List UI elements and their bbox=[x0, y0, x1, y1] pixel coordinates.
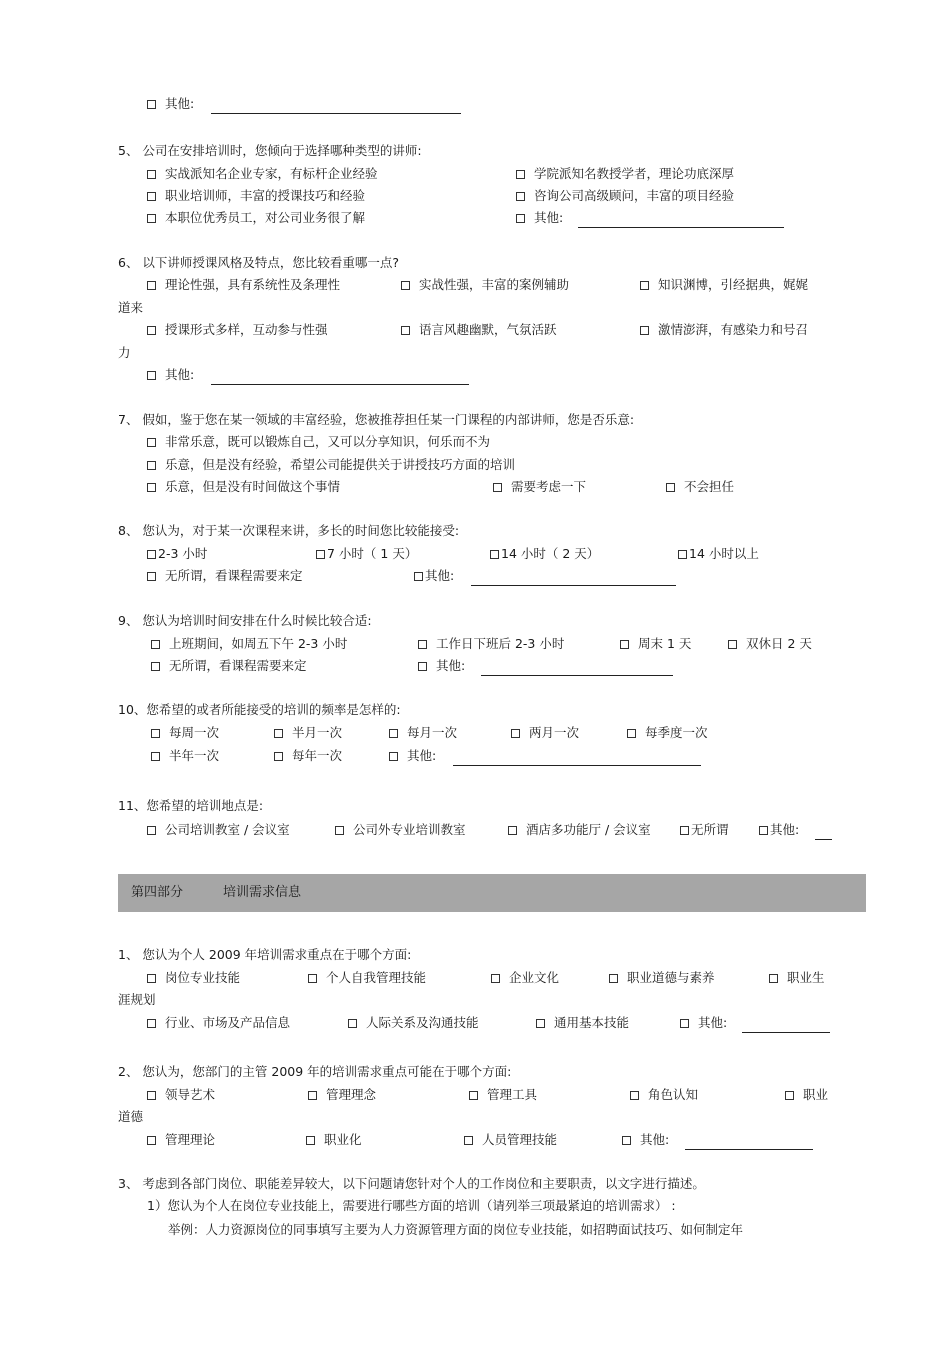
checkbox[interactable] bbox=[678, 550, 687, 559]
q11-option-3[interactable]: 酒店多功能厅 / 会议室 bbox=[508, 822, 651, 838]
q7-option-3[interactable]: 乐意，但是没有时间做这个事情 bbox=[147, 479, 340, 495]
q9-option-1[interactable]: 上班期间，如周五下午 2-3 小时 bbox=[151, 636, 347, 652]
q8-option-2[interactable]: 7 小时（ 1 天） bbox=[316, 546, 417, 562]
checkbox[interactable] bbox=[622, 1136, 631, 1145]
s4q1-option-4[interactable]: 职业道德与素养 bbox=[609, 970, 715, 986]
checkbox[interactable] bbox=[151, 662, 160, 671]
q10-option-1[interactable]: 每周一次 bbox=[151, 725, 219, 741]
checkbox[interactable] bbox=[147, 326, 156, 335]
section-title: 培训需求信息 bbox=[223, 885, 302, 900]
section-label: 第四部分 bbox=[131, 885, 184, 900]
q9-option-other[interactable]: 其他: bbox=[418, 658, 465, 674]
checkbox[interactable] bbox=[418, 662, 427, 671]
checkbox[interactable] bbox=[147, 572, 156, 581]
s4q1-option-3[interactable]: 企业文化 bbox=[491, 970, 559, 986]
s4q2-option-other[interactable]: 其他: bbox=[622, 1132, 669, 1148]
checkbox[interactable] bbox=[147, 214, 156, 223]
checkbox[interactable] bbox=[491, 974, 500, 983]
q9-other-fill-line[interactable] bbox=[481, 661, 673, 676]
s4q2-option-8[interactable]: 人员管理技能 bbox=[464, 1132, 557, 1148]
s4q1-other-fill-line[interactable] bbox=[742, 1018, 830, 1033]
q5-option-other[interactable]: 其他: bbox=[516, 210, 563, 226]
checkbox[interactable] bbox=[536, 1019, 545, 1028]
q8-option-1[interactable]: 2-3 小时 bbox=[147, 546, 207, 562]
checkbox[interactable] bbox=[147, 483, 156, 492]
checkbox[interactable] bbox=[147, 826, 156, 835]
s4q3-sub-question-1: 1）您认为个人在岗位专业技能上，需要进行哪些方面的培训（请列举三项最紧迫的培训需求） : bbox=[147, 1198, 676, 1213]
checkbox[interactable] bbox=[147, 461, 156, 470]
q9-title: 9、 您认为培训时间安排在什么时候比较合适: bbox=[118, 613, 372, 628]
q8-option-4[interactable]: 14 小时以上 bbox=[678, 546, 759, 562]
s4q2-option-2[interactable]: 管理理念 bbox=[308, 1087, 376, 1103]
checkbox[interactable] bbox=[785, 1091, 794, 1100]
q10-option-2[interactable]: 半月一次 bbox=[274, 725, 342, 741]
checkbox[interactable] bbox=[414, 572, 423, 581]
q4-other-fill-line[interactable] bbox=[211, 99, 461, 114]
s4q2-option-5-wrap: 道德 bbox=[118, 1109, 144, 1124]
q8-option-5[interactable]: 无所谓，看课程需要来定 bbox=[147, 568, 303, 584]
q5-other-fill-line[interactable] bbox=[578, 213, 784, 228]
q9-option-5[interactable]: 无所谓，看课程需要来定 bbox=[151, 658, 307, 674]
q5-option-5[interactable]: 本职位优秀员工，对公司业务很了解 bbox=[147, 210, 365, 226]
q11-option-2[interactable]: 公司外专业培训教室 bbox=[335, 822, 466, 838]
checkbox[interactable] bbox=[151, 752, 160, 761]
q5-option-1[interactable]: 实战派知名企业专家，有标杆企业经验 bbox=[147, 166, 378, 182]
q8-other-fill-line[interactable] bbox=[471, 571, 676, 586]
q7-option-4[interactable]: 需要考虑一下 bbox=[493, 479, 586, 495]
checkbox[interactable] bbox=[147, 1019, 156, 1028]
s4q1-title: 1、 您认为个人 2009 年培训需求重点在于哪个方面: bbox=[118, 947, 412, 962]
checkbox[interactable] bbox=[147, 170, 156, 179]
q9-option-4[interactable]: 双休日 2 天 bbox=[728, 636, 812, 652]
s4q1-option-8[interactable]: 通用基本技能 bbox=[536, 1015, 629, 1031]
checkbox[interactable] bbox=[516, 192, 525, 201]
q10-option-6[interactable]: 半年一次 bbox=[151, 748, 219, 764]
s4q2-option-5[interactable]: 职业 bbox=[785, 1087, 828, 1103]
q6-option-other[interactable]: 其他: bbox=[147, 367, 194, 383]
checkbox[interactable] bbox=[147, 192, 156, 201]
checkbox[interactable] bbox=[401, 326, 410, 335]
q10-option-3[interactable]: 每月一次 bbox=[389, 725, 457, 741]
s4q3-title: 3、 考虑到各部门岗位、职能差异较大，以下问题请您针对个人的工作岗位和主要职责，以文字进行描述。 bbox=[118, 1176, 705, 1191]
s4q1-option-other[interactable]: 其他: bbox=[680, 1015, 727, 1031]
q7-option-2[interactable]: 乐意，但是没有经验，希望公司能提供关于讲授技巧方面的培训 bbox=[147, 457, 515, 473]
q6-title: 6、 以下讲师授课风格及特点，您比较看重哪一点? bbox=[118, 255, 400, 270]
q6-option-6-wrap: 力 bbox=[118, 345, 131, 360]
checkbox[interactable] bbox=[680, 826, 689, 835]
checkbox[interactable] bbox=[508, 826, 517, 835]
s4q1-option-1[interactable]: 岗位专业技能 bbox=[147, 970, 240, 986]
checkbox[interactable] bbox=[147, 1136, 156, 1145]
s4q2-option-1[interactable]: 领导艺术 bbox=[147, 1087, 215, 1103]
q5-option-3[interactable]: 职业培训师，丰富的授课技巧和经验 bbox=[147, 188, 365, 204]
q7-title: 7、 假如，鉴于您在某一领域的丰富经验，您被推荐担任某一门课程的内部讲师，您是否乐意: bbox=[118, 412, 635, 427]
checkbox[interactable] bbox=[335, 826, 344, 835]
s4q2-option-4[interactable]: 角色认知 bbox=[630, 1087, 698, 1103]
checkbox[interactable] bbox=[630, 1091, 639, 1100]
checkbox[interactable] bbox=[516, 214, 525, 223]
q11-option-1[interactable]: 公司培训教室 / 会议室 bbox=[147, 822, 290, 838]
option-label: 其他: bbox=[165, 96, 195, 111]
q5-title: 5、 公司在安排培训时，您倾向于选择哪种类型的讲师: bbox=[118, 143, 422, 158]
checkbox[interactable] bbox=[640, 281, 649, 290]
q6-option-2[interactable]: 实战性强，丰富的案例辅助 bbox=[401, 277, 569, 293]
checkbox[interactable] bbox=[308, 1091, 317, 1100]
checkbox[interactable] bbox=[389, 729, 398, 738]
checkbox[interactable] bbox=[147, 100, 156, 109]
q10-option-7[interactable]: 每年一次 bbox=[274, 748, 342, 764]
q4-option-other[interactable] bbox=[147, 96, 194, 112]
s4q1-option-5[interactable]: 职业生 bbox=[769, 970, 825, 986]
checkbox[interactable] bbox=[627, 729, 636, 738]
checkbox[interactable] bbox=[274, 729, 283, 738]
q10-title: 10、您希望的或者所能接受的培训的频率是怎样的: bbox=[118, 702, 401, 717]
q8-title: 8、 您认为，对于某一次课程来讲，多长的时间您比较能接受: bbox=[118, 523, 460, 538]
checkbox[interactable] bbox=[728, 640, 737, 649]
checkbox[interactable] bbox=[151, 640, 160, 649]
s4q1-option-2[interactable]: 个人自我管理技能 bbox=[308, 970, 426, 986]
checkbox[interactable] bbox=[516, 170, 525, 179]
section-banner bbox=[118, 874, 866, 912]
checkbox[interactable] bbox=[418, 640, 427, 649]
q10-other-fill-line[interactable] bbox=[453, 751, 701, 766]
s4q1-option-5-wrap: 涯规划 bbox=[118, 992, 156, 1007]
checkbox[interactable] bbox=[147, 371, 156, 380]
s4q1-option-7[interactable]: 人际关系及沟通技能 bbox=[348, 1015, 479, 1031]
checkbox[interactable] bbox=[147, 550, 156, 559]
q6-option-4[interactable]: 授课形式多样，互动参与性强 bbox=[147, 322, 328, 338]
checkbox[interactable] bbox=[769, 974, 778, 983]
checkbox[interactable] bbox=[348, 1019, 357, 1028]
s4q2-other-fill-line[interactable] bbox=[685, 1135, 813, 1150]
q6-option-5[interactable]: 语言风趣幽默，气氛活跃 bbox=[401, 322, 557, 338]
q6-option-6[interactable]: 激情澎湃，有感染力和号召 bbox=[640, 322, 808, 338]
checkbox[interactable] bbox=[306, 1136, 315, 1145]
checkbox[interactable] bbox=[511, 729, 520, 738]
q7-option-5[interactable]: 不会担任 bbox=[666, 479, 734, 495]
checkbox[interactable] bbox=[316, 550, 325, 559]
checkbox[interactable] bbox=[666, 483, 675, 492]
checkbox[interactable] bbox=[147, 438, 156, 447]
q11-title: 11、您希望的培训地点是: bbox=[118, 798, 264, 813]
checkbox[interactable] bbox=[640, 326, 649, 335]
q9-option-2[interactable]: 工作日下班后 2-3 小时 bbox=[418, 636, 564, 652]
checkbox[interactable] bbox=[464, 1136, 473, 1145]
q7-option-1[interactable]: 非常乐意，既可以锻炼自己，又可以分享知识，何乐而不为 bbox=[147, 434, 490, 450]
s4q2-option-6[interactable]: 管理理论 bbox=[147, 1132, 215, 1148]
checkbox[interactable] bbox=[151, 729, 160, 738]
s4q1-option-6[interactable]: 行业、市场及产品信息 bbox=[147, 1015, 290, 1031]
q9-option-3[interactable]: 周末 1 天 bbox=[620, 636, 691, 652]
checkbox[interactable] bbox=[274, 752, 283, 761]
checkbox[interactable] bbox=[308, 974, 317, 983]
checkbox[interactable] bbox=[493, 483, 502, 492]
q10-option-other[interactable]: 其他: bbox=[389, 748, 436, 764]
checkbox[interactable] bbox=[469, 1091, 478, 1100]
q8-option-3[interactable]: 14 小时（ 2 天） bbox=[490, 546, 599, 562]
q6-option-1[interactable]: 理论性强，具有系统性及条理性 bbox=[147, 277, 340, 293]
checkbox[interactable] bbox=[759, 826, 768, 835]
checkbox[interactable] bbox=[147, 281, 156, 290]
q6-option-3-wrap: 道来 bbox=[118, 300, 144, 315]
q6-option-3[interactable]: 知识渊博，引经据典，娓娓 bbox=[640, 277, 808, 293]
q10-option-5[interactable]: 每季度一次 bbox=[627, 725, 708, 741]
checkbox[interactable] bbox=[620, 640, 629, 649]
checkbox[interactable] bbox=[609, 974, 618, 983]
q8-option-other[interactable]: 其他: bbox=[414, 568, 454, 584]
checkbox[interactable] bbox=[147, 974, 156, 983]
s4q2-title: 2、 您认为，您部门的主管 2009 年的培训需求重点可能在于哪个方面: bbox=[118, 1064, 512, 1079]
checkbox[interactable] bbox=[389, 752, 398, 761]
q5-option-4[interactable]: 咨询公司高级顾问，丰富的项目经验 bbox=[516, 188, 734, 204]
q5-option-2[interactable]: 学院派知名教授学者，理论功底深厚 bbox=[516, 166, 734, 182]
q11-other-fill-line[interactable] bbox=[815, 825, 832, 840]
checkbox[interactable] bbox=[490, 550, 499, 559]
checkbox[interactable] bbox=[680, 1019, 689, 1028]
checkbox[interactable] bbox=[147, 1091, 156, 1100]
q10-option-4[interactable]: 两月一次 bbox=[511, 725, 579, 741]
s4q2-option-3[interactable]: 管理工具 bbox=[469, 1087, 537, 1103]
s4q3-example-text: 举例：人力资源岗位的同事填写主要为人力资源管理方面的岗位专业技能，如招聘面试技巧、如何制定年 bbox=[168, 1222, 744, 1237]
s4q2-option-7[interactable]: 职业化 bbox=[306, 1132, 362, 1148]
q11-option-4[interactable]: 无所谓 bbox=[680, 822, 729, 838]
q11-option-other[interactable]: 其他: bbox=[759, 822, 799, 838]
q6-other-fill-line[interactable] bbox=[211, 370, 469, 385]
checkbox[interactable] bbox=[401, 281, 410, 290]
